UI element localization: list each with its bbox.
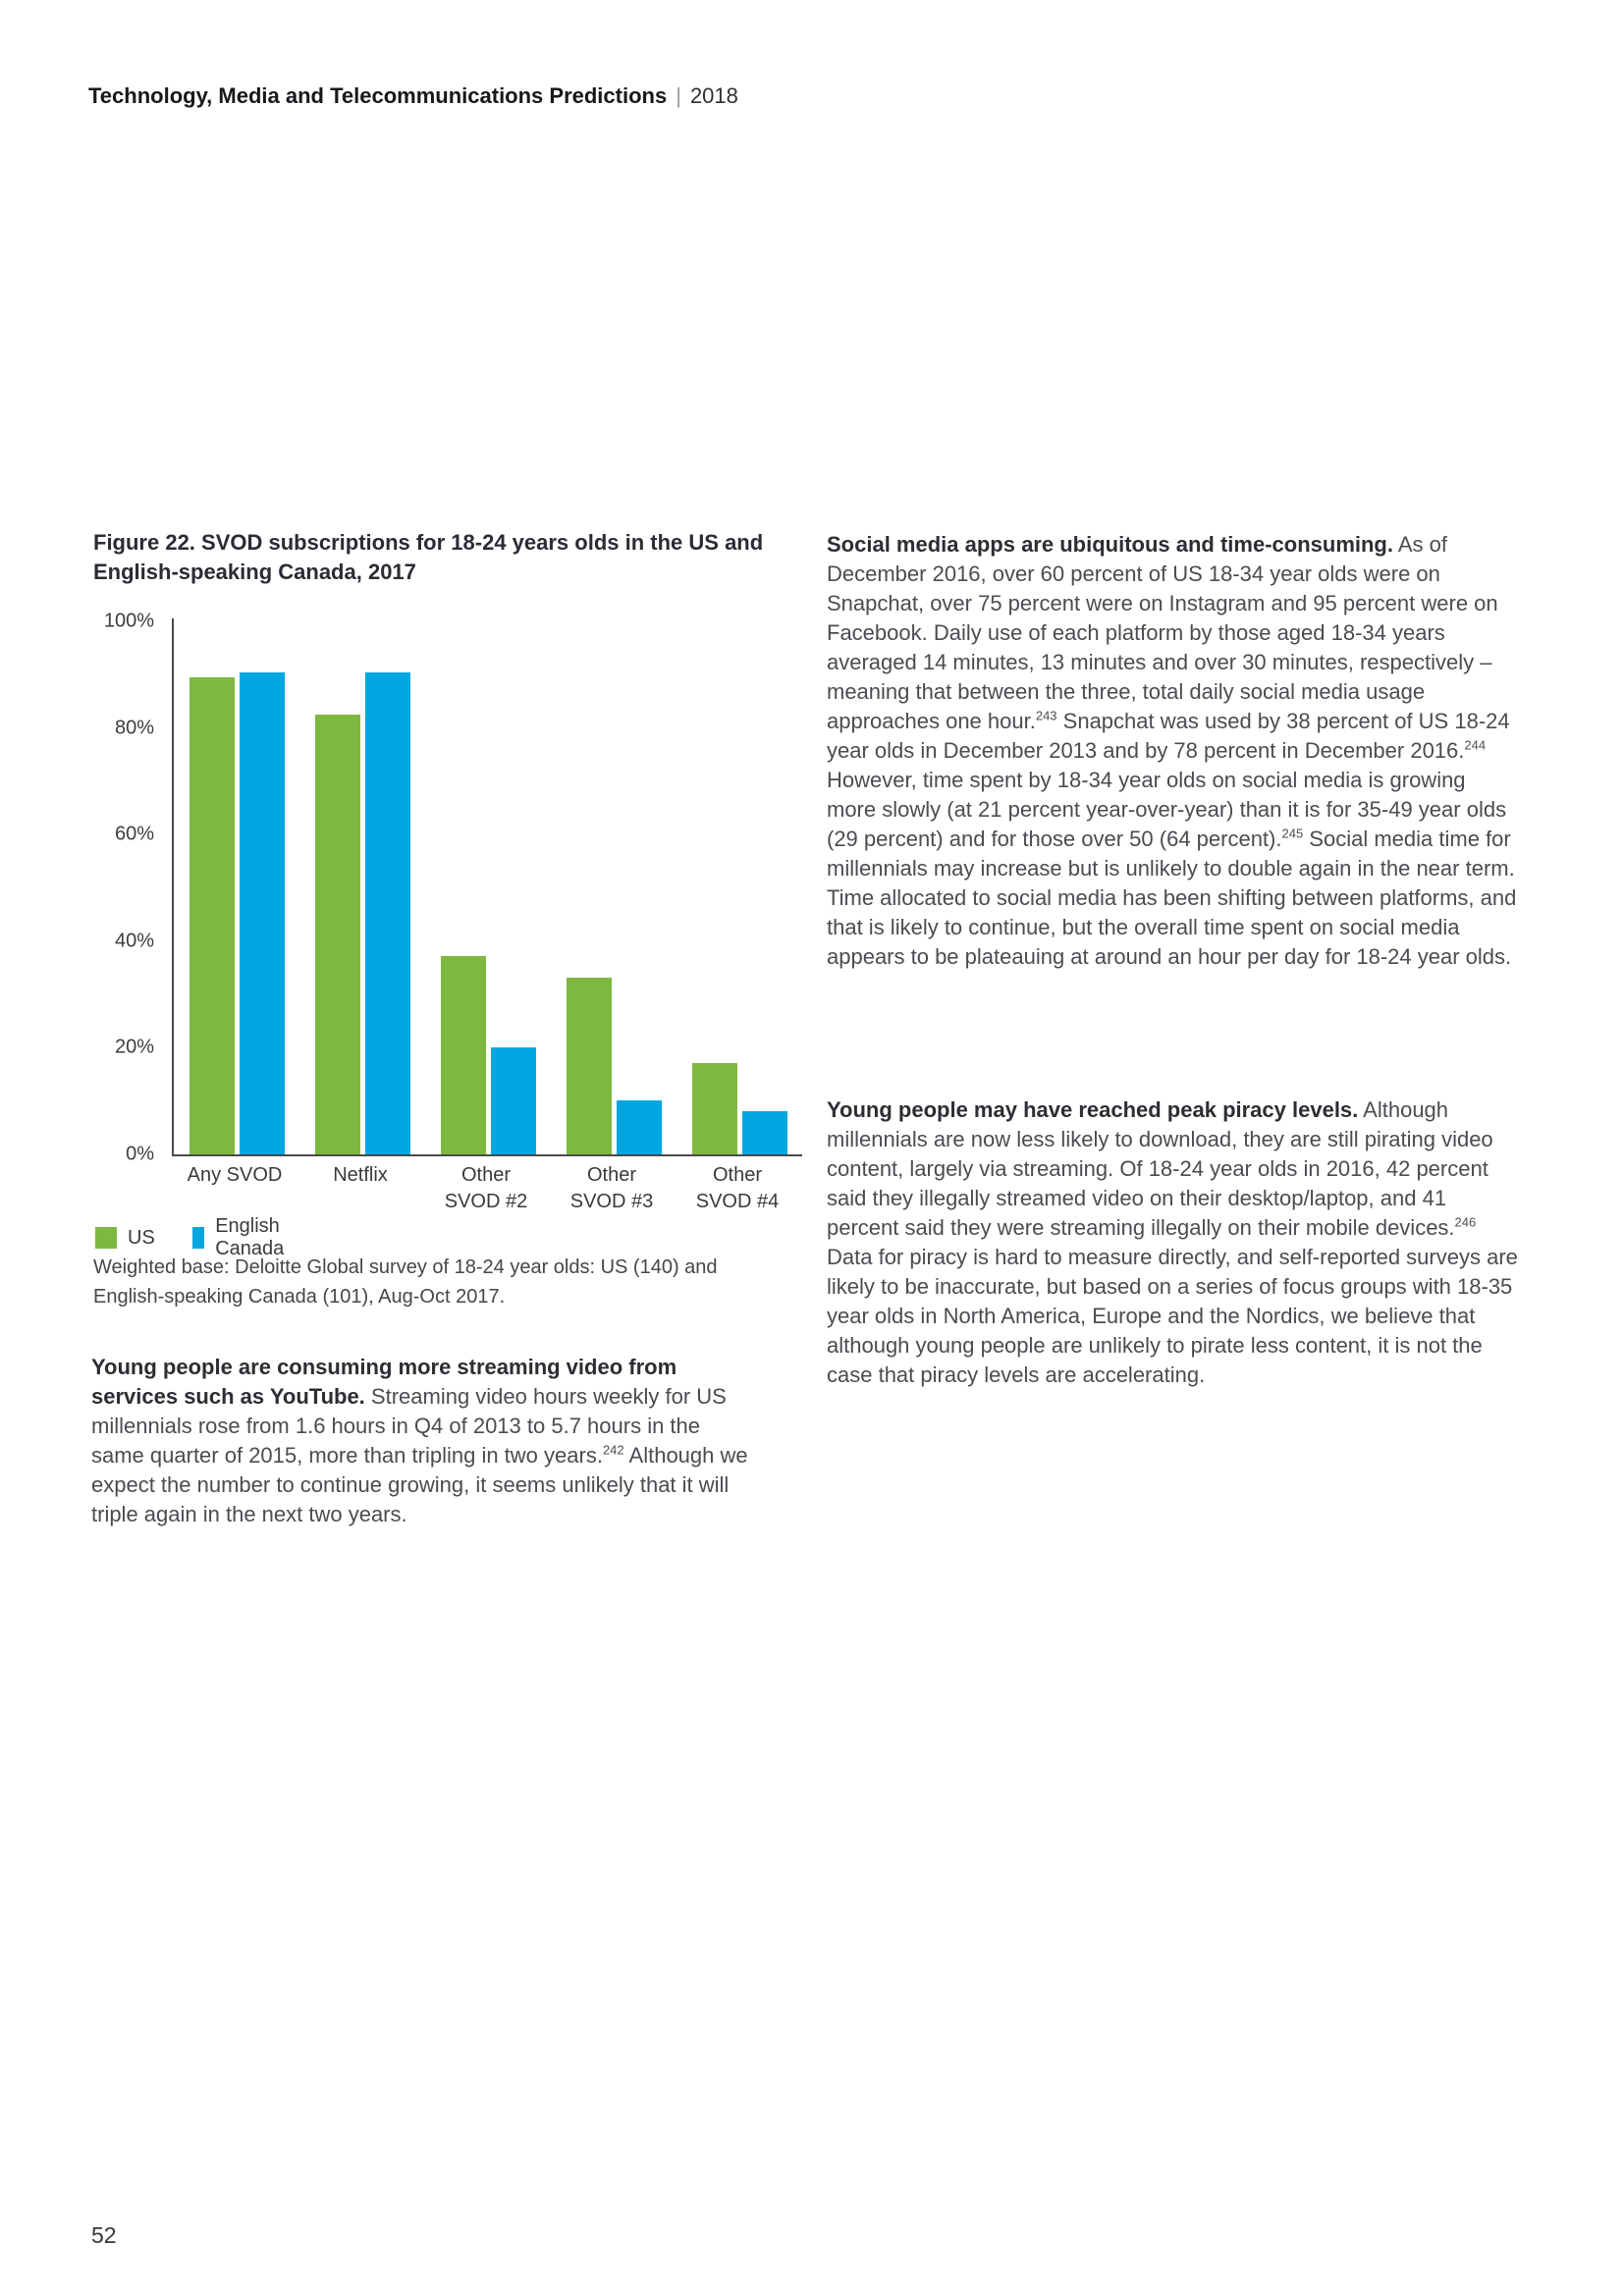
figure-source-note: Weighted base: Deloitte Global survey of 18-24 year olds: US (140) and English-speaking Canada (101), Aug-Oct 2017.	[93, 1256, 718, 1308]
bar-groups	[174, 618, 802, 1154]
y-axis-tick-60: 60%	[114, 823, 154, 845]
paragraph-lead: Young people are consuming more streaming video from services such as YouTube.	[91, 1355, 677, 1409]
legend-label-us: US	[128, 1226, 155, 1249]
bar-group-netflix	[299, 618, 425, 1154]
paragraph-lead: Young people may have reached peak piracy levels.	[827, 1097, 1359, 1122]
bar-us-other-svod-4	[692, 1063, 737, 1154]
footnote-ref-242: 242	[602, 1442, 624, 1458]
chart-plot-area	[172, 618, 802, 1156]
bar-canada-other-svod-3	[617, 1100, 662, 1154]
y-axis-tick-80: 80%	[114, 717, 154, 739]
bar-group-other-svod-4	[677, 618, 802, 1154]
footnote-ref-246: 246	[1454, 1214, 1477, 1230]
paragraph-piracy: Young people may have reached peak piracy levels. Although millennials are now less likely to download, they are still pirating video content, largely via streaming. Of 18-24 year olds in 2016, 42 percent said they illegally streamed video on their desktop/laptop, and 41 percent said they were streaming illegally on their mobile devices.$^{246}$ Data for piracy is hard to measure directly, and self-reported surveys are likely to be inaccurate, but based on a series of focus groups with 18-35 year olds in North America, Europe and the Nordics, we believe that although young people are unlikely to pirate less content, it is not the case that piracy levels are accelerating.	[827, 1097, 1518, 1387]
x-axis-label-other-svod-2: Other SVOD #2	[444, 1164, 528, 1212]
paragraph-streaming-video: Young people are consuming more streaming video from services such as YouTube. Streaming video hours weekly for US millennials rose from 1.6 hours in Q4 of 2013 to 5.7 hours in the same quarter of 2015, more than tripling in two years.$^{242}$ Although we expect the number to continue growing, it seems unlikely that it will triple again in the next two years.	[91, 1355, 748, 1526]
legend-swatch-english-canada	[192, 1227, 204, 1249]
x-axis-label-other-svod-3: Other SVOD #3	[569, 1164, 654, 1212]
bar-canada-any-svod	[240, 672, 285, 1154]
page-number: 52	[91, 2222, 117, 2248]
legend-label-english-canada: English Canada	[215, 1215, 285, 1259]
y-axis-tick-0: 0%	[126, 1143, 154, 1165]
bar-group-any-svod	[174, 618, 299, 1154]
footnote-ref-245: 245	[1281, 826, 1304, 841]
figure-title: Figure 22. SVOD subscriptions for 18-24 years olds in the US and English-speaking Canada, 2017	[93, 530, 764, 584]
x-axis-labels	[172, 1162, 800, 1215]
x-axis-label-other-svod-4: Other SVOD #4	[695, 1164, 780, 1212]
header-year: 2018	[689, 83, 738, 108]
bar-group-other-svod-3	[551, 618, 677, 1154]
y-axis-tick-40: 40%	[114, 930, 154, 952]
bar-canada-other-svod-4	[742, 1111, 787, 1154]
legend-swatch-us	[95, 1227, 117, 1249]
bar-us-netflix	[315, 715, 360, 1154]
bar-us-other-svod-2	[441, 956, 486, 1154]
footnote-ref-244: 244	[1464, 737, 1487, 753]
bar-us-other-svod-3	[567, 978, 612, 1154]
y-axis-tick-100: 100%	[103, 610, 154, 632]
running-header	[88, 83, 738, 109]
x-axis-label-netflix: Netflix	[333, 1164, 388, 1186]
legend-item-us	[95, 1227, 155, 1250]
bar-group-other-svod-2	[425, 618, 551, 1154]
footnote-ref-243: 243	[1035, 708, 1057, 723]
paragraph-social-media: Social media apps are ubiquitous and time-consuming. As of December 2016, over 60 percent of US 18-34 year olds were on Snapchat, over 75 percent were on Instagram and 95 percent were on Facebook. Daily use of each platform by those aged 18-34 years averaged 14 minutes, 13 minutes and over 30 minutes, respectively – meaning that between the three, total daily social media usage approaches one hour.$^{243}$ Snapchat was used by 38 percent of US 18-24 year olds in December 2013 and by 78 percent in December 2016.$^{244}$ However, time spent by 18-34 year olds on social media is growing more slowly (at 21 percent year-over-year) than it is for 35-49 year olds (29 percent) and for those over 50 (64 percent).$^{245}$ Social media time for millennials may increase but is unlikely to double again in the near term. Time allocated to social media has been shifting between platforms, and that is likely to continue, but the overall time spent on social media appears to be plateauing at around an hour per day for 18-24 year olds.	[827, 532, 1517, 969]
running-header-title: Technology, Media and Telecommunications Predictions	[88, 83, 668, 108]
bar-us-any-svod	[189, 677, 235, 1154]
header-divider: |	[676, 83, 681, 108]
y-axis-tick-20: 20%	[114, 1036, 154, 1058]
bar-canada-netflix	[365, 672, 410, 1154]
x-axis-label-any-svod: Any SVOD	[187, 1164, 283, 1186]
bar-canada-other-svod-2	[491, 1047, 536, 1154]
paragraph-lead: Social media apps are ubiquitous and time-consuming.	[827, 532, 1393, 557]
